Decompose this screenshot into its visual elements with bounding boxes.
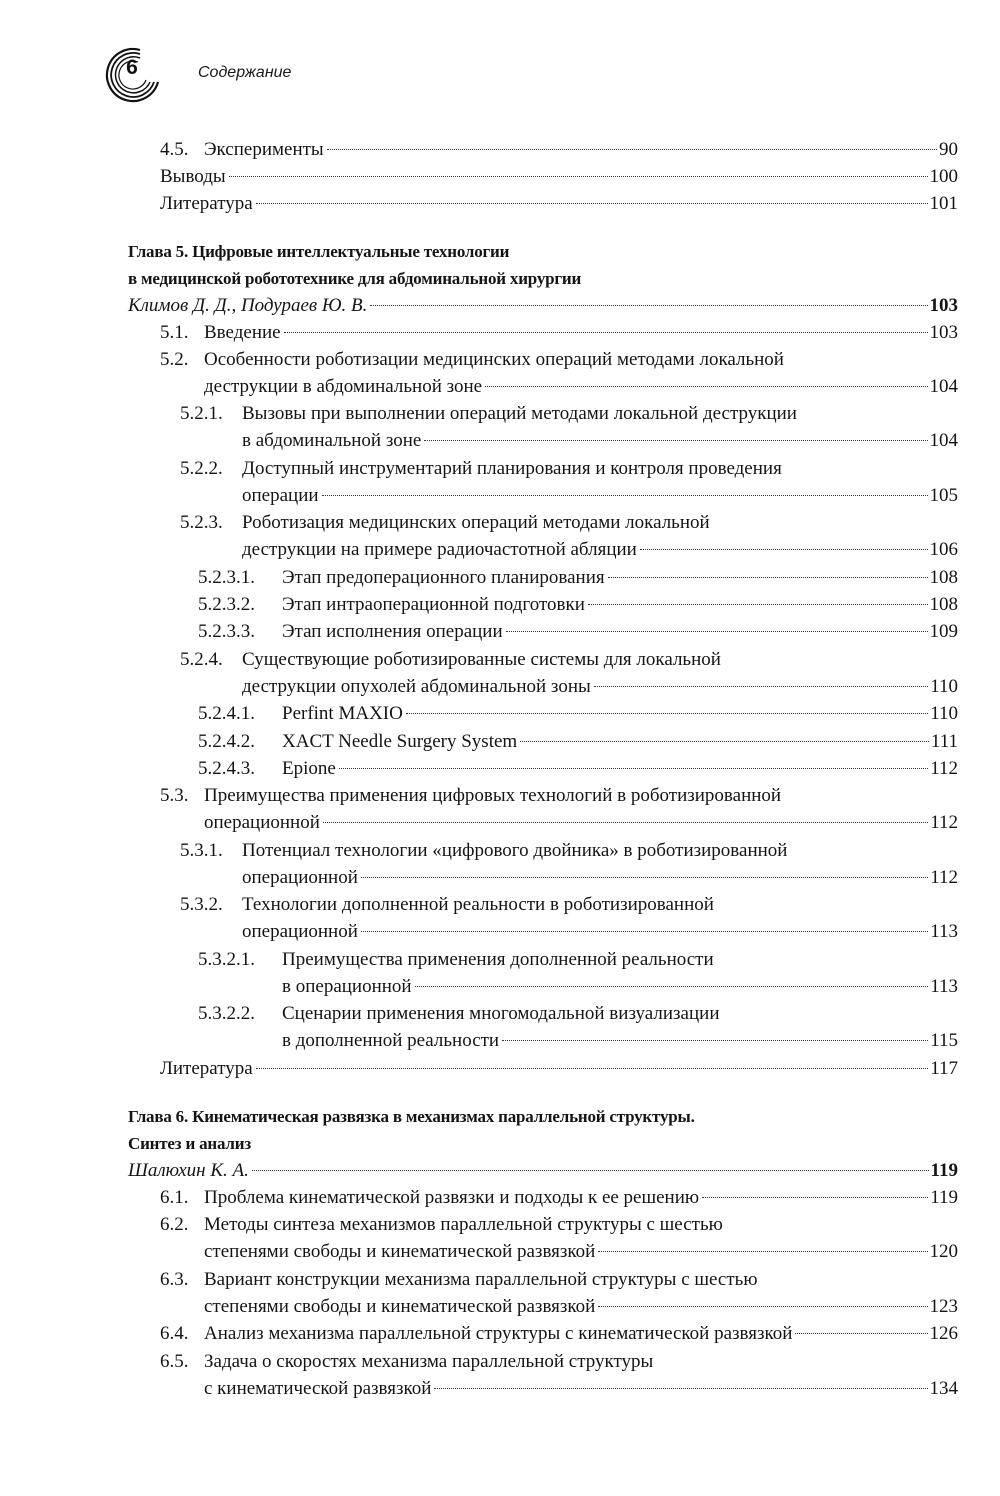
leader-dots — [284, 331, 928, 333]
entry-title: Литература — [160, 1058, 253, 1079]
page-ref: 120 — [929, 1241, 958, 1262]
toc-entry-cont[interactable]: операции 105 — [242, 482, 958, 510]
toc-entry[interactable]: 5.2.3.1. Этап предоперационного планирования 108 — [198, 564, 958, 592]
toc-entry[interactable]: 5.2.4.2. XACT Needle Surgery System 111 — [198, 728, 958, 756]
leader-dots — [640, 548, 928, 550]
toc-entry-cont[interactable]: деструкции в абдоминальной зоне 104 — [204, 373, 958, 401]
toc-entry[interactable]: 5.3.2.2. Сценарии применения многомодальной визуализации — [198, 1003, 720, 1024]
entry-title: Существующие роботизированные системы для локальной — [242, 649, 721, 670]
toc-entry[interactable]: 5.2.3. Роботизация медицинских операций методами локальной — [180, 512, 710, 533]
toc-entry[interactable]: 5.3.2.1. Преимущества применения дополненной реальности — [198, 949, 714, 970]
entry-title: Этап исполнения операции — [282, 621, 503, 642]
entry-title: Выводы — [160, 166, 226, 187]
toc-entry[interactable]: 5.2.3.2. Этап интраоперационной подготовки 108 — [198, 591, 958, 619]
authors: Шалюхин К. А. — [128, 1160, 249, 1181]
leader-dots — [608, 576, 928, 578]
leader-dots — [485, 385, 927, 387]
toc-entry-cont[interactable]: операционной 113 — [242, 918, 958, 946]
entry-title: Особенности роботизации медицинских операций методами локальной — [204, 349, 784, 370]
toc-entry[interactable]: 6.4. Анализ механизма параллельной структуры с кинематической развязкой 126 — [160, 1320, 958, 1348]
running-title: Содержание — [198, 64, 292, 81]
leader-dots — [327, 148, 937, 150]
page-ref: 104 — [929, 376, 958, 397]
leader-dots — [229, 175, 928, 177]
chapter-title: Глава 5. Цифровые интеллектуальные технологии — [128, 242, 510, 261]
page-ref: 123 — [929, 1296, 958, 1317]
toc-entry[interactable]: 5.2.4.3. Epione 112 — [198, 755, 958, 783]
leader-dots — [424, 439, 927, 441]
entry-title: Доступный инструментарий планирования и контроля проведения — [242, 458, 782, 479]
page-ref: 110 — [930, 676, 958, 697]
leader-dots — [520, 740, 929, 742]
page-ref: 109 — [929, 621, 958, 642]
entry-title: Perfint MAXIO — [282, 703, 403, 724]
leader-dots — [323, 821, 928, 823]
page-ref: 112 — [930, 758, 958, 779]
chapter-authors-entry[interactable] — [128, 1157, 958, 1185]
page-ref: 103 — [929, 295, 958, 316]
page-ref: 134 — [929, 1378, 958, 1399]
leader-dots — [415, 985, 929, 987]
page-ref: 113 — [930, 921, 958, 942]
leader-dots — [502, 1039, 928, 1041]
entry-title: Роботизация медицинских операций методами локальной — [242, 512, 710, 533]
toc-entry-cont[interactable]: степенями свободы и кинематической развязкой 120 — [204, 1238, 958, 1266]
leader-dots — [594, 685, 928, 687]
toc-entry-cont[interactable]: деструкции на примере радиочастотной абляции 106 — [242, 536, 958, 564]
entry-title: Задача о скоростях механизма параллельной структуры — [204, 1351, 654, 1372]
entry-title: Проблема кинематической развязки и подходы к ее решению — [204, 1187, 700, 1208]
leader-dots — [252, 1169, 929, 1171]
toc-entry[interactable] — [160, 163, 958, 191]
chapter-title: Глава 6. Кинематическая развязка в механизмах параллельной структуры. — [128, 1107, 695, 1126]
entry-title: Преимущества применения дополненной реальности — [282, 949, 714, 970]
toc-entry[interactable]: 5.2. Особенности роботизации медицинских операций методами локальной — [160, 349, 784, 370]
leader-dots — [256, 1067, 928, 1069]
page-ref: 104 — [929, 430, 958, 451]
toc-entry-cont[interactable]: в абдоминальной зоне 104 — [242, 427, 958, 455]
leader-dots — [795, 1332, 927, 1334]
leader-dots — [506, 630, 928, 632]
chapter-authors-entry[interactable] — [128, 292, 958, 320]
toc-entry[interactable]: 5.3.2. Технологии дополненной реальности в роботизированной — [180, 894, 714, 915]
entry-title: Epione — [282, 758, 336, 779]
page-ref: 113 — [930, 976, 958, 997]
toc-entry[interactable] — [160, 190, 958, 218]
page-ref: 119 — [930, 1160, 958, 1181]
leader-dots — [588, 603, 928, 605]
toc-entry[interactable]: 5.3. Преимущества применения цифровых технологий в роботизированной — [160, 785, 782, 806]
page-ref: 106 — [929, 539, 958, 560]
chapter-title: Синтез и анализ — [128, 1134, 251, 1153]
entry-title: Введение — [204, 322, 281, 343]
page-ref: 101 — [929, 193, 958, 214]
toc-entry-cont[interactable]: операционной 112 — [242, 864, 958, 892]
toc-entry-cont[interactable]: операционной 112 — [204, 809, 958, 837]
entry-title: Анализ механизма параллельной структуры с кинематической развязкой — [204, 1323, 793, 1344]
toc-entry[interactable]: 6.5. Задача о скоростях механизма параллельной структуры — [160, 1351, 654, 1372]
leader-dots — [702, 1196, 928, 1198]
page-ref: 105 — [929, 485, 958, 506]
leader-dots — [361, 930, 928, 932]
page-ref: 103 — [929, 322, 958, 343]
toc-entry[interactable]: 5.2.4. Существующие роботизированные системы для локальной — [180, 649, 721, 670]
leader-dots — [406, 712, 928, 714]
page-ref: 126 — [929, 1323, 958, 1344]
toc-entry[interactable]: 6.2. Методы синтеза механизмов параллельной структуры с шестью — [160, 1214, 723, 1235]
leader-dots — [598, 1250, 927, 1252]
toc-entry[interactable]: 5.2.3.3. Этап исполнения операции 109 — [198, 618, 958, 646]
page-ref: 112 — [930, 867, 958, 888]
toc-entry-cont[interactable]: в дополненной реальности 115 — [282, 1027, 958, 1055]
page-ref: 108 — [929, 594, 958, 615]
page-ref: 110 — [930, 703, 958, 724]
authors: Климов Д. Д., Подураев Ю. В. — [128, 295, 368, 316]
page-number: 6 — [126, 56, 138, 79]
entry-title: Методы синтеза механизмов параллельной структуры с шестью — [204, 1214, 723, 1235]
leader-dots — [322, 494, 928, 496]
page-ref: 90 — [939, 139, 958, 160]
leader-dots — [256, 202, 928, 204]
toc-entry[interactable]: 5.1. Введение 103 — [160, 319, 958, 347]
leader-dots — [339, 767, 928, 769]
entry-title: Потенциал технологии «цифрового двойника» в роботизированной — [242, 840, 788, 861]
toc-entry[interactable]: 4.5. Эксперименты 90 — [160, 136, 958, 164]
toc-entry[interactable]: 5.2.2. Доступный инструментарий планирования и контроля проведения — [180, 458, 782, 479]
entry-title: Литература — [160, 193, 253, 214]
entry-title: Вызовы при выполнении операций методами локальной деструкции — [242, 403, 797, 424]
entry-title: Технологии дополненной реальности в роботизированной — [242, 894, 714, 915]
toc-entry-cont[interactable]: с кинематической развязкой 134 — [204, 1375, 958, 1403]
toc-entry[interactable]: 6.3. Вариант конструкции механизма параллельной структуры с шестью — [160, 1269, 758, 1290]
page-ref: 111 — [930, 731, 958, 752]
entry-title: Преимущества применения цифровых технологий в роботизированной — [204, 785, 782, 806]
toc-entry[interactable] — [160, 1055, 958, 1083]
toc-entry[interactable]: 5.2.4.1. Perfint MAXIO 110 — [198, 700, 958, 728]
entry-title: Этап предоперационного планирования — [282, 567, 605, 588]
leader-dots — [434, 1387, 927, 1389]
entry-title: Сценарии применения многомодальной визуализации — [282, 1003, 720, 1024]
page-ref: 115 — [930, 1030, 958, 1051]
leader-dots — [370, 304, 927, 306]
page-ref: 100 — [929, 166, 958, 187]
leader-dots — [598, 1305, 927, 1307]
toc-entry[interactable]: 5.2.1. Вызовы при выполнении операций методами локальной деструкции — [180, 403, 797, 424]
entry-title: Эксперименты — [204, 139, 324, 160]
page-ref: 108 — [929, 567, 958, 588]
toc-entry-cont[interactable]: степенями свободы и кинематической развязкой 123 — [204, 1293, 958, 1321]
page-header — [100, 42, 500, 106]
page-ref: 112 — [930, 812, 958, 833]
page-ref: 117 — [930, 1058, 958, 1079]
toc-entry-cont[interactable]: деструкции опухолей абдоминальной зоны 110 — [242, 673, 958, 701]
entry-title: XACT Needle Surgery System — [282, 731, 518, 752]
chapter-title: в медицинской робототехнике для абдоминальной хирургии — [128, 269, 582, 288]
toc-entry-cont[interactable]: в операционной 113 — [282, 973, 958, 1001]
entry-title: Этап интраоперационной подготовки — [282, 594, 585, 615]
page-ref: 119 — [930, 1187, 958, 1208]
entry-title: Вариант конструкции механизма параллельной структуры с шестью — [204, 1269, 758, 1290]
toc-entry[interactable]: 6.1. Проблема кинематической развязки и подходы к ее решению 119 — [160, 1184, 958, 1212]
leader-dots — [361, 876, 928, 878]
toc-entry[interactable]: 5.3.1. Потенциал технологии «цифрового двойника» в роботизированной — [180, 840, 788, 861]
